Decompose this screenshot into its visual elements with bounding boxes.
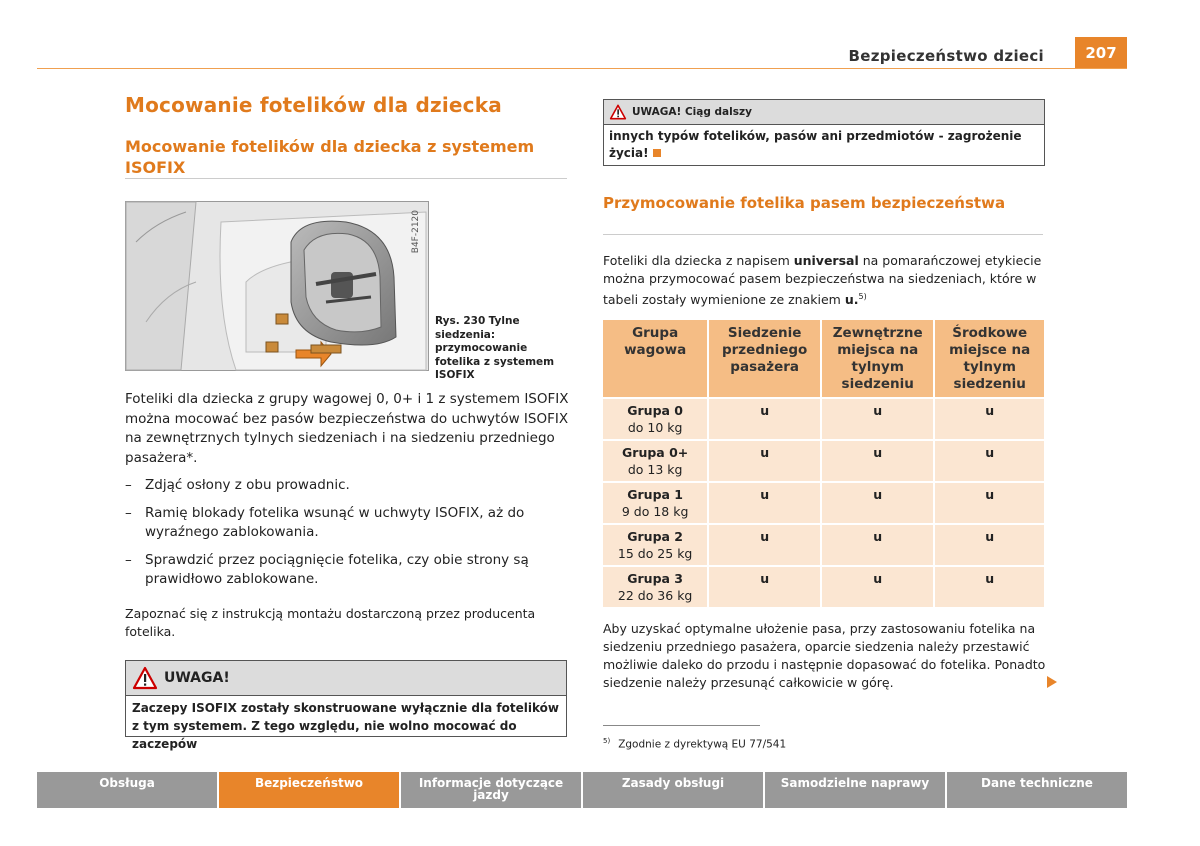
outer-cell: u — [821, 398, 934, 440]
col-header-front: Siedzenie przedniego pasażera — [708, 320, 821, 398]
warning-triangle-icon — [132, 666, 158, 690]
figure-caption — [435, 315, 570, 383]
subtitle-divider — [125, 178, 567, 179]
col-header-outer: Zewnętrzne miejsca na tylnym siedzeniu — [821, 320, 934, 398]
list-item: – Sprawdzić przez pociągnięcie fotelika, czy obie strony są prawidłowo zablokowane. — [125, 551, 570, 590]
warning-continued-header — [604, 100, 1044, 125]
list-item: – Zdjąć osłony z obu prowadnic. — [125, 476, 570, 496]
footnote-divider — [603, 725, 760, 726]
footnote — [603, 737, 786, 751]
belt-subtitle-divider — [603, 234, 1043, 235]
table-row — [603, 440, 1044, 482]
group-cell — [603, 398, 708, 440]
middle-cell: u — [934, 440, 1044, 482]
figure-code: B4F-2120 — [411, 210, 421, 254]
middle-cell: u — [934, 566, 1044, 608]
outer-cell: u — [821, 482, 934, 524]
group-name: Grupa 3 — [627, 571, 684, 586]
outer-cell: u — [821, 566, 934, 608]
header-divider — [37, 68, 1127, 69]
warning-triangle-icon — [609, 104, 627, 120]
middle-cell: u — [934, 482, 1044, 524]
warning-continued-title: UWAGA! Ciąg dalszy — [632, 106, 752, 118]
step-list — [125, 476, 570, 598]
chapter-nav — [37, 772, 1127, 808]
end-marker-icon — [653, 149, 661, 157]
group-name: Grupa 0 — [627, 403, 684, 418]
group-weight: 9 do 18 kg — [621, 504, 689, 519]
caption-label: Rys. 230 — [435, 315, 486, 327]
isofix-figure — [125, 201, 429, 371]
list-item: – Ramię blokady fotelika wsunąć w uchwyty ISOFIX, aż do wyraźnego zablokowania. — [125, 504, 570, 543]
nav-tab-obsluga[interactable]: Obsługa — [37, 772, 217, 808]
front-cell: u — [708, 524, 821, 566]
belt-intro-part: na pomarańczowej etykiecie można przymocować pasem bezpieczeństwa na siedzeniach, które w tabeli zostały wymienione ze znakiem — [603, 253, 1042, 308]
belt-advice: Aby uzyskać optymalne ułożenie pasa, przy zastosowaniu fotelika na siedzeniu przedniego pasażera, oparcie siedzenia należy przestawić możliwie daleko do przodu i następnie dopasować do fotelika. Ponadto siedzenie należy przesunąć całkowicie w górę. — [603, 621, 1046, 690]
footnote-text: Zgodnie z dyrektywą EU 77/541 — [618, 738, 787, 751]
table-row — [603, 482, 1044, 524]
group-name: Grupa 2 — [627, 529, 684, 544]
warning-header — [126, 661, 566, 696]
footnote-number: 5) — [603, 737, 611, 745]
nav-tab-bezpieczenstwo[interactable]: Bezpieczeństwo — [219, 772, 399, 808]
front-cell: u — [708, 566, 821, 608]
group-name: Grupa 0+ — [622, 445, 689, 460]
group-weight: do 10 kg — [627, 420, 683, 435]
warning-box — [125, 660, 567, 751]
table-row — [603, 566, 1044, 608]
warning-text: Zaczepy ISOFIX zostały skonstruowane wyłącznie dla fotelików z tym systemem. Z tego względu, nie wolno mocować do zaczepów — [132, 701, 559, 751]
manual-note: Zapoznać się z instrukcją montażu dostarczoną przez producenta fotelika. — [125, 606, 536, 639]
group-cell — [603, 566, 708, 608]
child-seat-illustration — [126, 202, 428, 370]
table-row — [603, 524, 1044, 566]
middle-cell: u — [934, 524, 1044, 566]
warning-title: UWAGA! — [164, 670, 230, 686]
belt-intro — [603, 252, 1048, 309]
belt-subtitle: Przymocowanie fotelika pasem bezpieczeństwa — [603, 194, 1006, 212]
front-cell: u — [708, 398, 821, 440]
front-cell: u — [708, 440, 821, 482]
belt-intro-mark: u. — [844, 292, 859, 308]
group-weight: 22 do 36 kg — [617, 588, 693, 603]
group-weight: do 13 kg — [627, 462, 683, 477]
section-title: Bezpieczeństwo dzieci — [848, 47, 1044, 65]
page-number: 207 — [1075, 37, 1127, 69]
middle-cell: u — [934, 398, 1044, 440]
col-header-middle: Środkowe miejsce na tylnym siedzeniu — [934, 320, 1044, 398]
group-weight: 15 do 25 kg — [617, 546, 693, 561]
nav-tab-dane[interactable]: Dane techniczne — [947, 772, 1127, 808]
group-name: Grupa 1 — [627, 487, 684, 502]
next-page-arrow-icon — [1047, 676, 1057, 688]
front-cell: u — [708, 482, 821, 524]
table-row — [603, 398, 1044, 440]
col-header-group: Grupa wagowa — [603, 320, 708, 398]
warning-continued-body: innych typów fotelików, pasów ani przedmiotów - zagrożenie życia! — [609, 129, 1022, 160]
group-cell — [603, 482, 708, 524]
outer-cell: u — [821, 440, 934, 482]
seat-table — [603, 320, 1044, 609]
footnote-ref: 5) — [858, 292, 867, 301]
nav-tab-informacje[interactable]: Informacje dotyczące jazdy — [401, 772, 581, 808]
group-cell — [603, 524, 708, 566]
warning-continued-text — [604, 125, 1044, 165]
outer-cell: u — [821, 524, 934, 566]
warning-continued-box — [603, 99, 1045, 166]
isofix-subtitle: Mocowanie fotelików dla dziecka z systemem ISOFIX — [125, 137, 535, 177]
nav-tab-zasady[interactable]: Zasady obsługi — [583, 772, 763, 808]
belt-intro-part: Foteliki dla dziecka z napisem — [603, 253, 794, 268]
caption-text: Tylne siedzenia: przymocowanie fotelika z systemem ISOFIX — [435, 315, 555, 381]
belt-intro-universal: universal — [793, 253, 859, 268]
table-header-row — [603, 320, 1044, 398]
nav-tab-naprawy[interactable]: Samodzielne naprawy — [765, 772, 945, 808]
page-title: Mocowanie fotelików dla dziecka — [125, 93, 502, 117]
isofix-intro: Foteliki dla dziecka z grupy wagowej 0, 0+ i 1 z systemem ISOFIX można mocować bez pasów bezpieczeństwa do uchwytów ISOFIX na zewnętrznych tylnych siedzeniach i na siedzeniu przedniego pasażera*. — [125, 391, 569, 466]
group-cell — [603, 440, 708, 482]
